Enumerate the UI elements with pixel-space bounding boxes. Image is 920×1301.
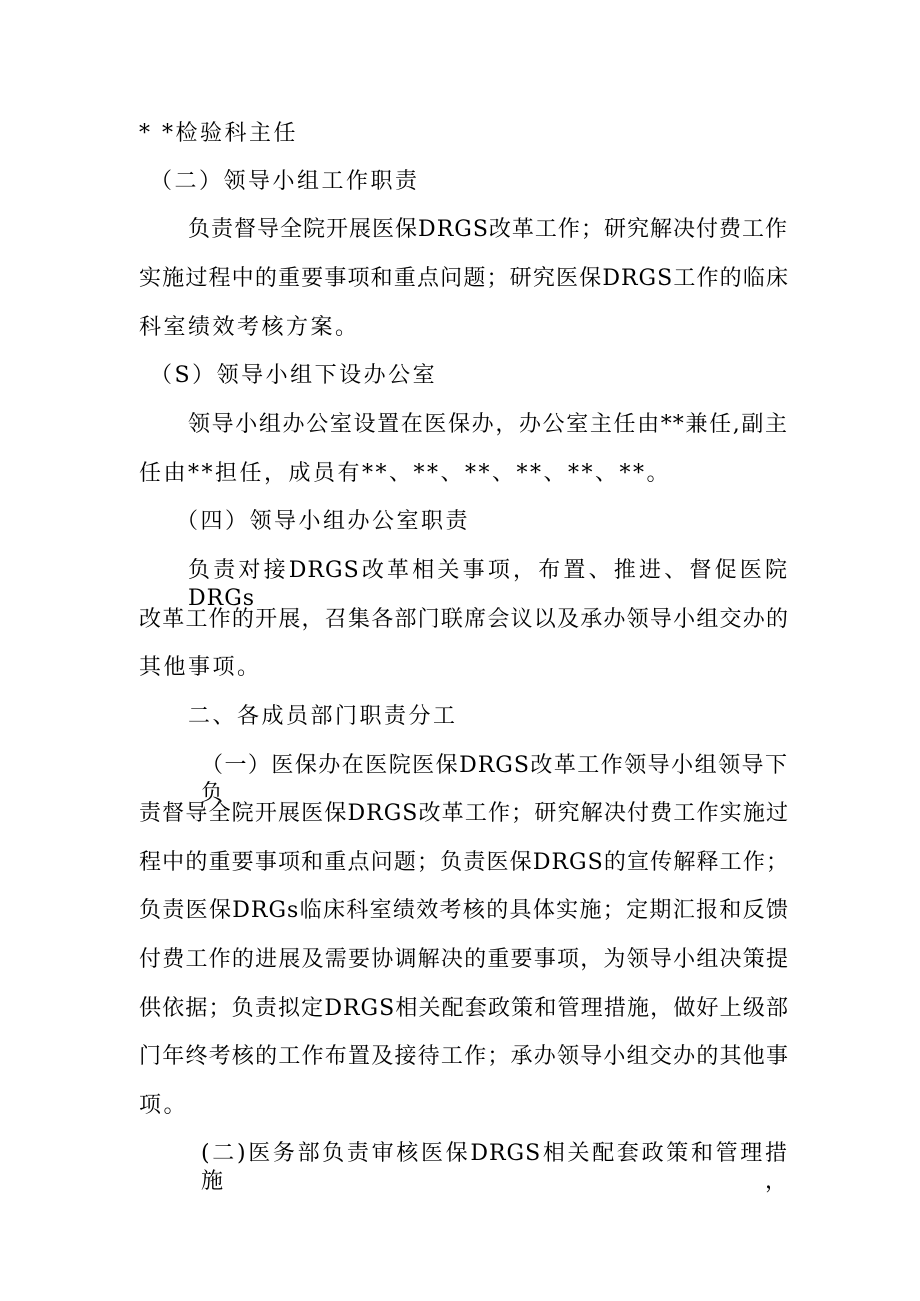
section-heading: （二）领导小组工作职责 (150, 169, 420, 194)
text-line: 实施过程中的重要事项和重点问题；研究医保DRGS工作的临床 (139, 266, 789, 291)
text-line: 任由**担任，成员有**、**、**、**、**、**。 (139, 461, 672, 486)
text-line: （一）医保办在医院医保DRGS改革工作领导小组领导下负 (201, 753, 788, 806)
section-heading: （S）领导小组下设办公室 (150, 363, 438, 388)
text-line: 门年终考核的工作布置及接待工作；承办领导小组交办的其他事 (139, 1044, 789, 1069)
text-line: 其他事项。 (139, 655, 262, 680)
text-line: 负责医保DRGs临床科室绩效考核的具体实施；定期汇报和反馈 (139, 898, 789, 923)
text-line: 供依据；负责拟定DRGS相关配套政策和管理措施，做好上级部 (139, 996, 789, 1021)
text-line: 负责督导全院开展医保DRGS改革工作；研究解决付费工作 (188, 217, 788, 242)
text-line: 科室绩效考核方案。 (139, 315, 360, 340)
text-line: 负责对接DRGS改革相关事项，布置、推进、督促医院DRGs (188, 558, 788, 611)
text-line: 程中的重要事项和重点问题；负责医保DRGS的宣传解释工作； (139, 850, 789, 875)
text-line: 项。 (139, 1093, 189, 1118)
text-line: 责督导全院开展医保DRGS改革工作；研究解决付费工作实施过 (139, 801, 789, 826)
section-heading: 二、各成员部门职责分工 (188, 704, 458, 729)
text-line: 改革工作的开展，召集各部门联席会议以及承办领导小组交办的 (139, 607, 789, 632)
text-line: (二)医务部负责审核医保DRGS相关配套政策和管理措施， (201, 1141, 788, 1194)
text-line: * *检验科主任 (139, 121, 298, 146)
section-heading: （四）领导小组办公室职责 (176, 509, 471, 534)
text-line: 领导小组办公室设置在医保办，办公室主任由**兼任,副主 (188, 412, 788, 437)
text-line: 付费工作的进展及需要协调解决的重要事项，为领导小组决策提 (139, 947, 789, 972)
